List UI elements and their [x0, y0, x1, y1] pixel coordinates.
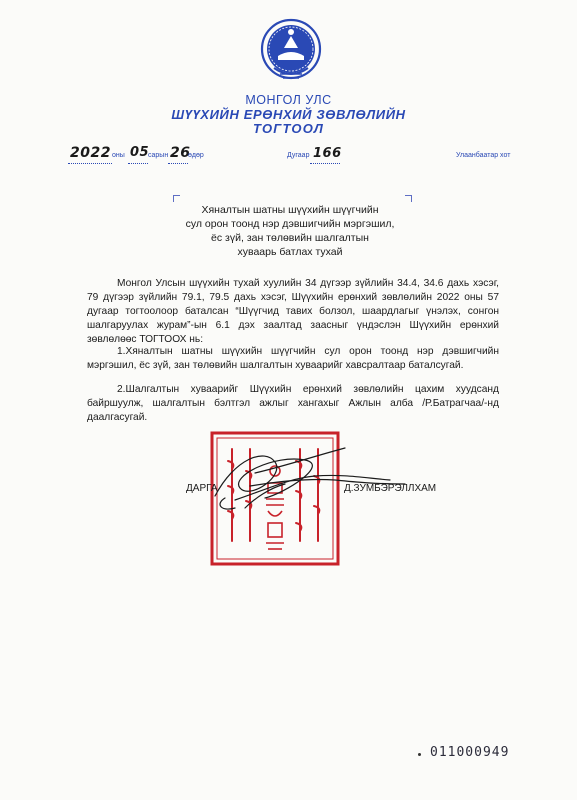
- month-underline: [128, 163, 148, 164]
- corner-mark-right: [405, 195, 412, 202]
- handwritten-day: 26: [170, 145, 191, 161]
- state-emblem-icon: [260, 18, 322, 84]
- month-label: сарын: [148, 152, 169, 159]
- year-label: оны: [112, 152, 125, 159]
- preamble-paragraph: Монгол Улсын шүүхийн тухай хуулийн 34 дүгээр зүйлийн 34.4, 34.6 дахь хэсэг, 79 дүгээр зүйлийн 79.1, 79.5 дахь хэсэг, Шүүхийн ерөнхий зөвлөлийн 2022 оны 57 дугаар тогтоолоор баталсан “Шүүгчид тавих болзол, шаардлагыг үнэлэх, сонгон шалгаруулах журам”-ын 6.1 дэх заалтад заасныг үндэслэн Шүүхийн ерөнхий зөвлөлөөс ТОГТООХ нь:: [87, 278, 499, 345]
- resolution-item-2: 2.Шалгалтын хуваарийг Шүүхийн ерөнхий зөвлөлийн цахим хуудсанд байршуулж, шалгалтын бэлтгэл ажлыг хангахыг Ажлын алба /Р.Батрагчаа/-нд даалгасугай.: [87, 384, 499, 423]
- subject-line: Хяналтын шатны шүүхийн шүүгчийн: [201, 204, 379, 216]
- resolution-item-1: 1.Хяналтын шатны шүүхийн шүүгчийн сул орон тоонд нэр дэвшигчийн мэргэшил, ёс зүй, зан төлөвийн шалгалтын хуваарийг хавсралтаар баталсугай.: [87, 346, 499, 371]
- serial-dot: [418, 753, 421, 756]
- corner-mark-left: [173, 195, 180, 202]
- subject-line: хуваарь батлах тухай: [237, 246, 343, 258]
- serial-number: 011000949: [430, 745, 510, 760]
- handwritten-month: 05: [130, 145, 150, 160]
- city-label: Улаанбаатар хот: [456, 152, 511, 159]
- subject-block: [160, 203, 420, 259]
- number-label: Дугаар: [287, 152, 310, 159]
- handwritten-signature: [195, 438, 485, 518]
- number-underline: [310, 163, 340, 164]
- day-underline: [168, 163, 188, 164]
- signatory-role: ДАРГА: [186, 483, 218, 494]
- council-heading: ШҮҮХИЙН ЕРӨНХИЙ ЗӨВЛӨЛИЙН: [171, 107, 406, 122]
- handwritten-year: 2022: [70, 145, 111, 161]
- day-label: өдөр: [188, 152, 204, 159]
- year-underline: [68, 163, 112, 164]
- subject-line: ёс зүй, зан төлөвийн шалгалтын: [211, 232, 369, 244]
- handwritten-number: 166: [313, 146, 342, 161]
- signatory-name: Д.ЗУМБЭРЭЛЛХАМ: [344, 483, 437, 494]
- document-type-heading: ТОГТООЛ: [252, 121, 324, 136]
- subject-line: сул орон тоонд нэр дэвшигчийн мэргэшил,: [185, 218, 395, 230]
- country-heading: МОНГОЛ УЛС: [245, 93, 332, 107]
